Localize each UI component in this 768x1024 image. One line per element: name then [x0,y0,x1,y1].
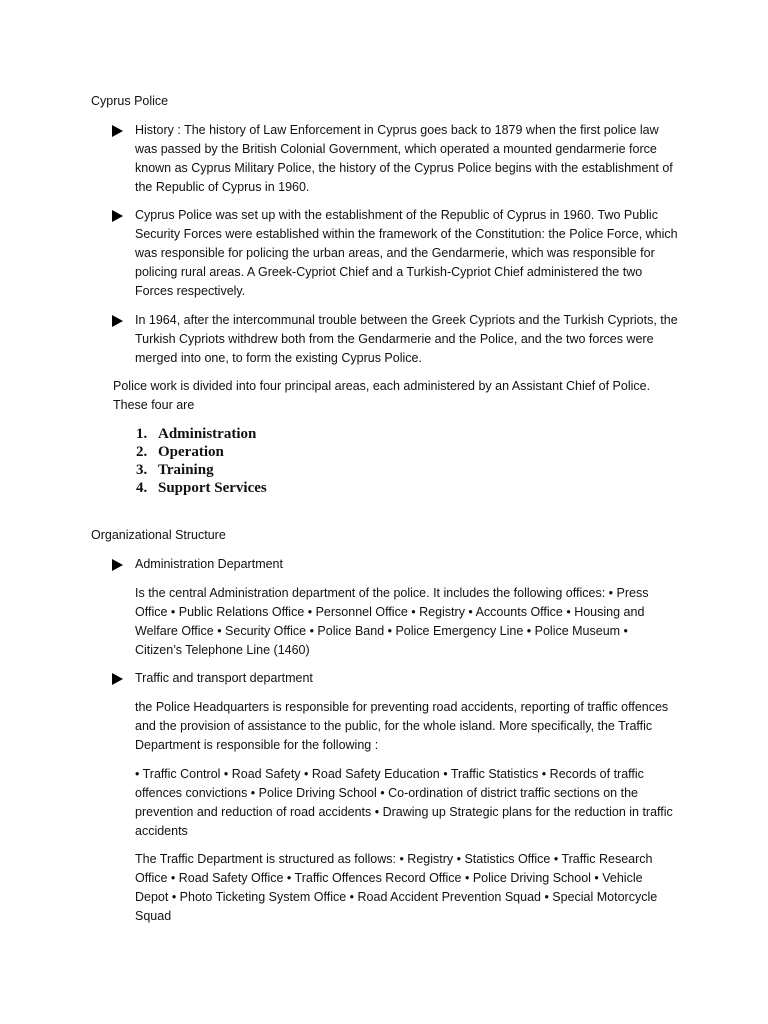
play-arrow-icon [112,125,123,137]
play-arrow-icon [112,315,123,327]
list-item [136,461,267,479]
dept-title: Traffic and transport department [135,671,313,685]
list-number: 1. [136,426,148,442]
list-label: Training [158,462,214,478]
play-arrow-icon [112,673,123,685]
document-title: Cyprus Police [91,94,169,108]
list-label: Operation [158,444,224,460]
traffic-dept-paragraph: the Police Headquarters is responsible for preventing road accidents, reporting of traffic offences and the provision of assistance to the public, for the whole island. More specifically, the Traffic Department is responsible for the following : [135,700,669,752]
bullet-text: In 1964, after the intercommunal trouble between the Greek Cypriots and the Turkish Cypriots, the Turkish Cypriots withdrew both from the Gendarmerie and the Police, and the two forces were merged into one, to form the existing Cyprus Police. [135,313,678,365]
play-arrow-icon [112,210,123,222]
intro-paragraph: Police work is divided into four principal areas, each administered by an Assistant Chief of Police. These four are [113,379,651,412]
list-number: 3. [136,462,148,478]
admin-dept-paragraph: Is the central Administration department of the police. It includes the following offices: • Press Office • Public Relations Office • Personnel Office • Registry • Accounts Office • Housing and Welfare Office • Security Office • Police Band • Police Emergency Line • Police Museum • Citizen’s Telephone Line (1460) [135,586,649,657]
list-label: Support Services [158,480,267,496]
list-label: Administration [158,426,257,442]
play-arrow-icon [112,559,123,571]
list-number: 4. [136,480,148,496]
list-number: 2. [136,444,148,460]
list-item [136,443,267,461]
traffic-structure-paragraph: The Traffic Department is structured as follows: • Registry • Statistics Office • Traffic Research Office • Road Safety Office • Traffic Offences Record Office • Police Driving School • Vehicle Depot • Photo Ticketing System Office • Road Accident Prevention Squad • Special Motorcycle Squad [135,852,658,923]
dept-title: Administration Department [135,557,283,571]
traffic-responsibilities-paragraph: • Traffic Control • Road Safety • Road Safety Education • Traffic Statistics • Records of traffic offences convictions • Police Driving School • Co-ordination of district traffic sections on the prevention and reduction of road accidents • Drawing up Strategic plans for the reduction in traffic accidents [135,767,673,838]
list-item [136,479,267,497]
org-structure-heading: Organizational Structure [91,528,226,542]
bullet-text: Cyprus Police was set up with the establishment of the Republic of Cyprus in 1960. Two Public Security Forces were established within the framework of the Constitution: the Police Force, which was responsible for policing the urban areas, and the Gendarmerie, which was responsible for policing rural areas. A Greek-Cypriot Chief and a Turkish-Cypriot Chief administered the two Forces respectively. [135,208,678,298]
bullet-text: History : The history of Law Enforcement in Cyprus goes back to 1879 when the first police law was passed by the British Colonial Government, which operated a mounted gendarmerie force known as Cyprus Military Police, the history of the Cyprus Police begins with the establishment of the Republic of Cyprus in 1960. [135,123,673,194]
list-item [136,425,267,443]
principal-areas-list [136,425,267,497]
